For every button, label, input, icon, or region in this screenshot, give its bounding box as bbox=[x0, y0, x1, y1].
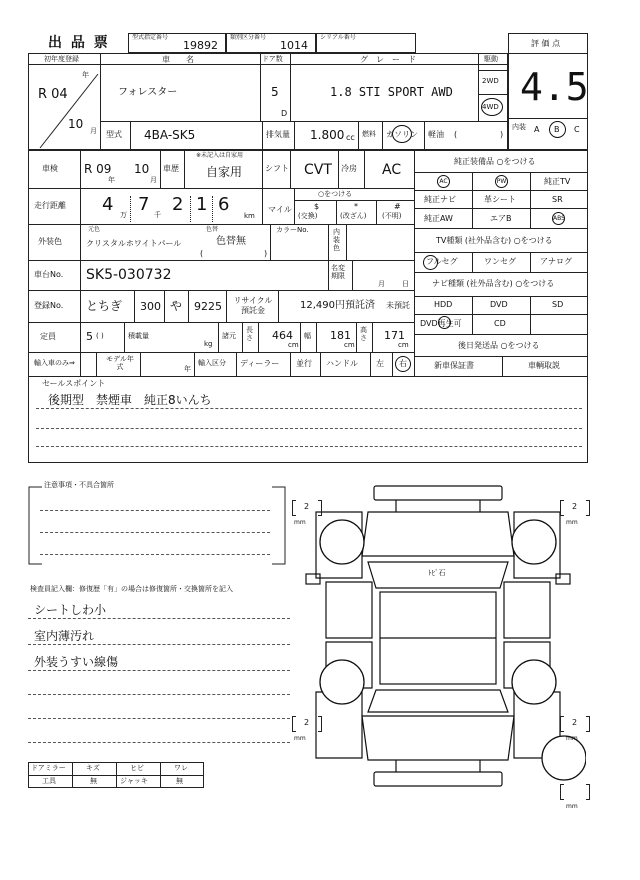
handle-label: ハンドル bbox=[326, 359, 358, 368]
score-label: 評 価 点 bbox=[531, 39, 561, 48]
tv-fullseg: フルセグ bbox=[426, 257, 458, 266]
power-window-icon: PW bbox=[495, 175, 508, 188]
import-dealer: ディーラー bbox=[240, 359, 280, 368]
grade-value: 1.8 STI SPORT AWD bbox=[330, 85, 453, 99]
mileage-digit-4: 1 bbox=[196, 194, 208, 215]
reg-prefecture: とちぎ bbox=[86, 299, 123, 313]
handle-left: 左 bbox=[376, 359, 384, 368]
inspector-note-3: 外装うすい線傷 bbox=[34, 655, 119, 669]
history-label: 車歴 bbox=[163, 164, 179, 173]
recycle-amount: 12,490円預託済 bbox=[300, 300, 375, 311]
legend-crack: ヒビ bbox=[130, 764, 144, 772]
drive-2wd: 2WD bbox=[482, 77, 499, 85]
navi-dvd-playable: DVD再生可 bbox=[420, 319, 462, 328]
height-label: 高さ bbox=[360, 326, 367, 343]
load-label: 積載量 bbox=[128, 332, 149, 340]
color-name: クリスタルホワイトパール bbox=[86, 239, 182, 248]
recycle-label: リサイクル預託金 bbox=[233, 296, 273, 315]
first-reg-slash bbox=[28, 64, 100, 150]
shift-label: シフト bbox=[265, 164, 289, 173]
equip-airbag: エアB bbox=[490, 214, 512, 223]
equip-aw: 純正AW bbox=[424, 214, 453, 223]
grade-label: グ レ ー ド bbox=[360, 55, 416, 64]
abs-icon: ABS bbox=[552, 212, 565, 225]
tv-oneseg: ワンセグ bbox=[484, 257, 516, 266]
category-label: 類別区分番号 bbox=[230, 34, 267, 41]
fuel-gasoline-circle bbox=[392, 125, 412, 143]
interior-color-label: 内装色 bbox=[333, 228, 340, 253]
cool-label: 冷房 bbox=[341, 164, 357, 173]
legend-tools: 工具 bbox=[42, 777, 56, 785]
import-label: 輸入車のみ⇒ bbox=[34, 359, 75, 367]
interior-grade-c: C bbox=[574, 125, 580, 134]
model-year-label: モデル年式 bbox=[106, 355, 134, 372]
first-reg-era: R 04 bbox=[38, 87, 68, 102]
sales-point-text: 後期型 禁煙車 純正8いんち bbox=[48, 393, 212, 407]
model-cert-no: 19892 bbox=[183, 39, 218, 52]
color-no-label: カラーNo. bbox=[276, 226, 309, 234]
shift-value: CVT bbox=[304, 162, 332, 178]
navi-dvd-circle bbox=[438, 316, 451, 329]
name-change-label: 名変期限 bbox=[331, 264, 345, 281]
equipment-title: 純正装備品 ○をつける bbox=[454, 157, 536, 166]
reg-number: 300 bbox=[140, 300, 161, 313]
legend-break: ワレ bbox=[174, 764, 188, 772]
paint-label: 色替 bbox=[206, 226, 219, 233]
mileage-unknown: (不明) bbox=[382, 212, 402, 220]
legend-jack-value: 無 bbox=[176, 777, 183, 785]
inspection-label: 車検 bbox=[42, 164, 58, 173]
fuel-label: 燃料 bbox=[362, 130, 376, 138]
import-parallel: 並行 bbox=[296, 359, 312, 368]
legend-jack: ジャッキ bbox=[120, 777, 148, 785]
shipping-title: 後日発送品 ○をつける bbox=[458, 341, 540, 350]
shipping-warranty: 新車保証書 bbox=[434, 361, 474, 370]
doors-value: 5 bbox=[271, 85, 279, 99]
equip-navi: 純正ナビ bbox=[424, 195, 456, 204]
handle-right: 右 bbox=[399, 359, 407, 368]
car-name: フォレスター bbox=[118, 87, 178, 98]
car-name-label: 車 名 bbox=[162, 55, 194, 64]
chassis-value: SK5-030732 bbox=[86, 267, 172, 283]
drive-4wd-circle bbox=[481, 98, 503, 116]
model-cert-label: 型式指定番号 bbox=[132, 34, 169, 41]
model-label: 型式 bbox=[106, 130, 122, 139]
drive-label: 駆動 bbox=[484, 55, 498, 63]
serial-label: シリアル番号 bbox=[320, 34, 356, 41]
first-reg-month: 10 bbox=[68, 117, 84, 131]
mileage-digit-2: 7 bbox=[138, 194, 150, 215]
reg-label: 登録No. bbox=[34, 301, 64, 310]
mile-label: マイル bbox=[268, 205, 292, 214]
mileage-exchange: (交換) bbox=[298, 212, 318, 220]
doors-label: ドア数 bbox=[262, 55, 283, 63]
notes-label: 注意事項・不具合箇所 bbox=[44, 481, 114, 489]
category-no: 1014 bbox=[280, 39, 308, 52]
displacement-value: 1.800 bbox=[310, 128, 345, 142]
import-type-label: 輸入区分 bbox=[198, 359, 226, 367]
equip-tv: 純正TV bbox=[544, 177, 571, 186]
navi-dvd: DVD bbox=[490, 300, 508, 309]
mileage-attach-hint: ○をつける bbox=[318, 190, 353, 198]
width-value: 181 bbox=[330, 329, 351, 342]
interior-grade-b: B bbox=[554, 125, 560, 134]
tv-fullseg-circle bbox=[423, 255, 438, 270]
width-label: 幅 bbox=[304, 332, 311, 340]
legend-tools-value: 無 bbox=[90, 777, 97, 785]
tv-analog: アナログ bbox=[540, 257, 572, 266]
length-value: 464 bbox=[272, 329, 293, 342]
form-title: 出 品 票 bbox=[48, 35, 110, 51]
inspector-note-1: シートしわ小 bbox=[34, 603, 107, 617]
tire-depth-spare bbox=[560, 784, 590, 802]
color-label: 外装色 bbox=[38, 237, 62, 246]
inspector-label: 検査員記入欄：修復歴「有」の場合は修復箇所・交換箇所を記入 bbox=[30, 585, 233, 593]
legend-scratch: キズ bbox=[86, 764, 100, 772]
mileage-digit-3: 2 bbox=[172, 194, 184, 215]
fuel-gasoline: ガソリン bbox=[386, 130, 418, 139]
interior-b-circle bbox=[549, 121, 566, 138]
mileage-digit-1: 4 bbox=[102, 194, 114, 215]
reg-kana: や bbox=[170, 299, 183, 313]
model-value: 4BA-SK5 bbox=[144, 128, 196, 142]
chassis-label: 車台No. bbox=[34, 270, 64, 279]
inspector-note-2: 室内薄汚れ bbox=[34, 629, 95, 643]
mileage-digit-5: 6 bbox=[218, 194, 230, 215]
original-color-label: 元色 bbox=[88, 226, 101, 233]
sales-point-label: セールスポイント bbox=[42, 379, 106, 388]
ac-icon: AC bbox=[437, 175, 450, 188]
shipping-manual: 車輌取説 bbox=[528, 361, 560, 370]
first-reg-label: 初年度登録 bbox=[44, 55, 79, 63]
cool-value: AC bbox=[382, 162, 402, 178]
navi-type-title: ナビ種類 (社外品含む) ○をつける bbox=[432, 279, 555, 288]
navi-sd: SD bbox=[552, 300, 564, 309]
drive-4wd: 4WD bbox=[482, 103, 499, 111]
history-value: 自家用 bbox=[206, 165, 243, 179]
score-value: 4.5 bbox=[520, 65, 589, 109]
mileage-tamper: (改ざん) bbox=[340, 212, 367, 220]
navi-cd: CD bbox=[494, 319, 506, 328]
interior-grade-label: 内装 bbox=[512, 123, 526, 131]
spec-label: 諸元 bbox=[222, 332, 236, 340]
stone-chip-mark: ﾄﾋﾞ石 bbox=[428, 569, 446, 577]
legend-door-mirror: ドアミラー bbox=[31, 764, 66, 772]
capacity-value: 5 bbox=[86, 330, 93, 343]
length-label: 長さ bbox=[246, 326, 253, 343]
navi-hdd: HDD bbox=[434, 300, 453, 309]
car-diagram bbox=[296, 478, 586, 808]
height-value: 171 bbox=[384, 329, 405, 342]
paint-value: 色替無 bbox=[216, 236, 246, 247]
mileage-label: 走行距離 bbox=[34, 201, 66, 210]
inspection-era: R 09 bbox=[84, 162, 112, 176]
interior-grade-a: A bbox=[534, 125, 540, 134]
handle-right-circle bbox=[395, 356, 411, 372]
equip-sunroof: SR bbox=[552, 195, 563, 204]
tv-type-title: TV種類 (社外品含む) ○をつける bbox=[436, 236, 553, 245]
fuel-light-oil: 軽油 bbox=[428, 130, 444, 139]
recycle-status: 未預託 bbox=[386, 301, 410, 310]
displacement-label: 排気量 bbox=[266, 130, 290, 139]
equip-leather: 革シート bbox=[484, 195, 516, 204]
capacity-label: 定員 bbox=[40, 332, 56, 341]
reg-serial: 9225 bbox=[194, 300, 222, 313]
history-note: ※未記入は自家用 bbox=[196, 152, 244, 159]
inspection-month: 10 bbox=[134, 162, 150, 176]
